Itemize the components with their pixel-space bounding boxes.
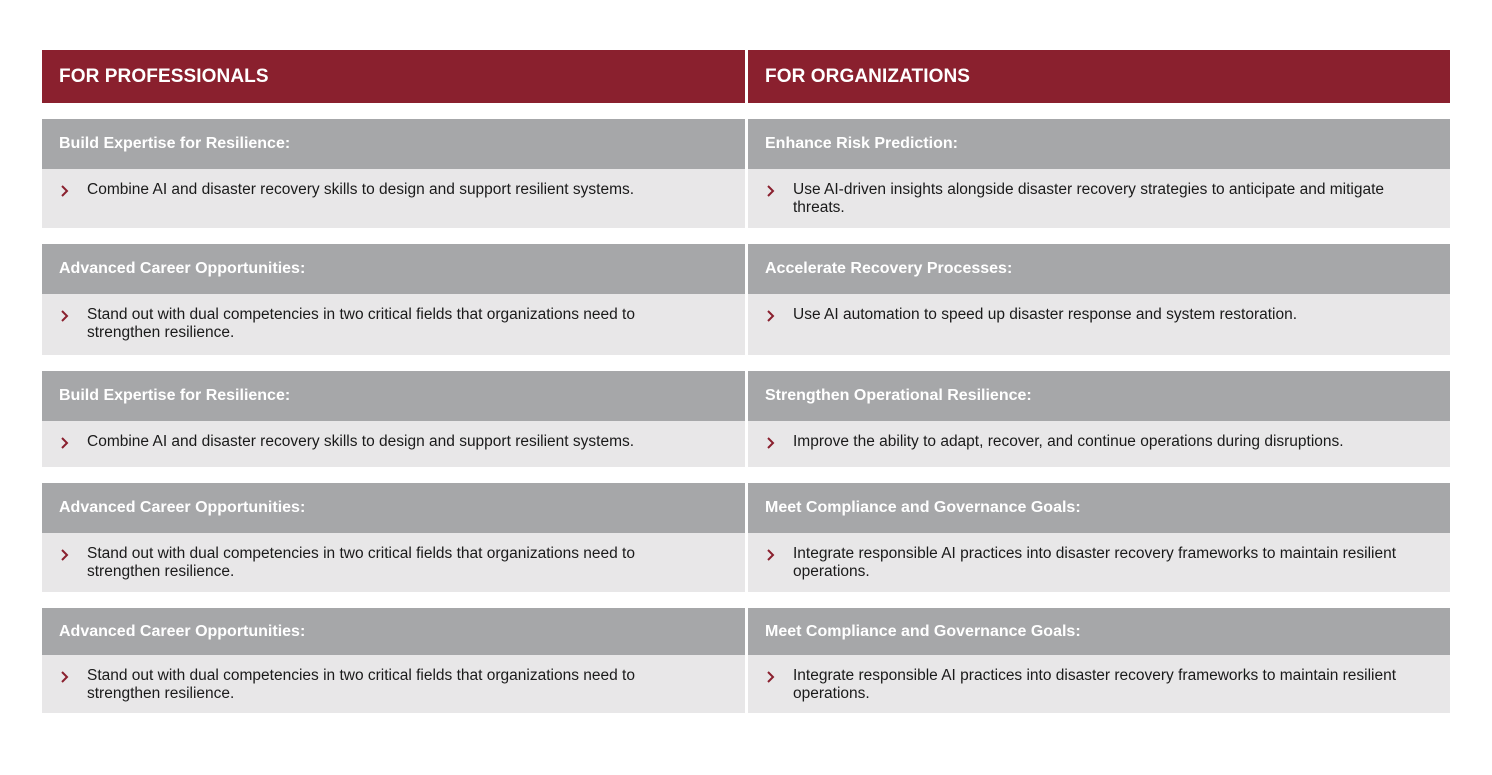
benefit-body [748,294,1450,355]
table-row [42,119,1450,228]
benefit-title: Advanced Career Opportunities: [42,608,745,655]
benefit-body [42,655,745,713]
benefit-body [748,655,1450,713]
benefit-description: Use AI automation to speed up disaster response and system restoration. [793,306,1298,323]
benefit-title: Build Expertise for Resilience: [42,119,745,169]
chevron-right-icon [59,670,71,684]
chevron-right-icon [59,309,71,323]
benefit-description: Integrate responsible AI practices into disaster recovery frameworks to maintain resilient operations. [793,545,1397,580]
benefit-title: Strengthen Operational Resilience: [748,371,1450,421]
chevron-right-icon [765,309,777,323]
benefit-description: Combine AI and disaster recovery skills to design and support resilient systems. [87,433,635,450]
table-row [42,371,1450,467]
benefit-description: Stand out with dual competencies in two critical fields that organizations need to strengthen resilience. [87,545,635,580]
header-for-professionals: FOR PROFESSIONALS [42,50,745,103]
professional-benefit-cell [42,371,745,467]
table-row [42,244,1450,355]
organization-benefit-cell [748,371,1450,467]
table-row [42,483,1450,592]
benefit-description: Stand out with dual competencies in two critical fields that organizations need to strengthen resilience. [87,667,635,702]
chevron-right-icon [765,670,777,684]
table-header-row [42,50,1450,103]
benefit-body [42,169,745,228]
benefit-description: Use AI-driven insights alongside disaster recovery strategies to anticipate and mitigate threats. [793,181,1385,216]
chevron-right-icon [765,436,777,450]
benefit-title: Meet Compliance and Governance Goals: [748,608,1450,655]
benefit-title: Advanced Career Opportunities: [42,483,745,533]
benefit-body [42,533,745,592]
professional-benefit-cell [42,119,745,228]
benefit-title: Enhance Risk Prediction: [748,119,1450,169]
benefit-body [42,421,745,467]
benefit-title: Advanced Career Opportunities: [42,244,745,294]
benefit-description: Combine AI and disaster recovery skills to design and support resilient systems. [87,181,635,198]
chevron-right-icon [59,436,71,450]
benefit-body [42,294,745,355]
benefit-body [748,169,1450,228]
benefit-body [748,533,1450,592]
organization-benefit-cell [748,244,1450,355]
organization-benefit-cell [748,119,1450,228]
chevron-right-icon [59,548,71,562]
benefit-description: Stand out with dual competencies in two critical fields that organizations need to strengthen resilience. [87,306,635,341]
chevron-right-icon [765,548,777,562]
table-row [42,608,1450,713]
benefit-title: Meet Compliance and Governance Goals: [748,483,1450,533]
benefit-body [748,421,1450,467]
organization-benefit-cell [748,608,1450,713]
benefit-title: Build Expertise for Resilience: [42,371,745,421]
chevron-right-icon [59,184,71,198]
benefit-description: Improve the ability to adapt, recover, and continue operations during disruptions. [793,433,1344,450]
professional-benefit-cell [42,244,745,355]
professional-benefit-cell [42,608,745,713]
benefit-description: Integrate responsible AI practices into disaster recovery frameworks to maintain resilient operations. [793,667,1397,702]
comparison-table [42,50,1450,713]
benefit-title: Accelerate Recovery Processes: [748,244,1450,294]
header-for-organizations: FOR ORGANIZATIONS [748,50,1450,103]
chevron-right-icon [765,184,777,198]
organization-benefit-cell [748,483,1450,592]
professional-benefit-cell [42,483,745,592]
